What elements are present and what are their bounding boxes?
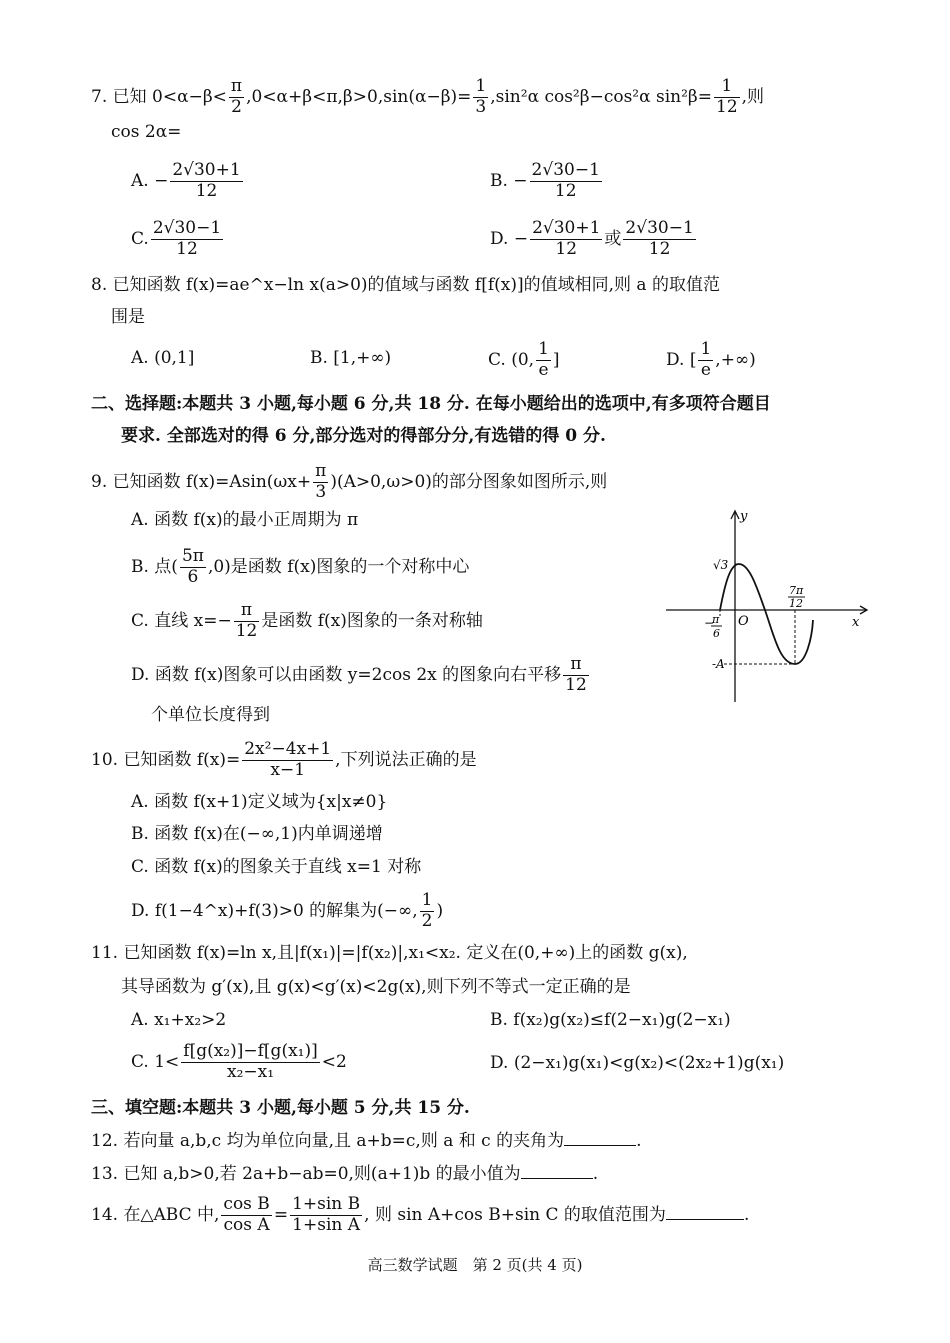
- sine-curve: [720, 564, 813, 664]
- option-label: A. −: [131, 170, 169, 191]
- frac-num: 2√30−1: [152, 218, 222, 238]
- section2-heading-line2: 要求. 全部选对的得 6 分,部分选对的得部分分,有选错的得 0 分.: [121, 426, 606, 446]
- q7-line2: cos 2α=: [111, 122, 182, 142]
- frac-den: 12: [176, 238, 198, 259]
- option-label: C.: [131, 228, 149, 249]
- frac-num: 1: [538, 339, 549, 359]
- q8-line1: 8. 已知函数 f(x)=ae^x−ln x(a>0)的值域与函数 f[f(x)]的值域相同,则 a 的取值范: [91, 275, 720, 295]
- page-footer: 高三数学试题 第 2 页(共 4 页): [367, 1256, 583, 1274]
- q13-end: .: [592, 1164, 599, 1184]
- q11-line1: 11. 已知函数 f(x)=ln x,且|f(x₁)|=|f(x₂)|,x₁<x₂. 定义在(0,+∞)上的函数 g(x),: [91, 943, 688, 963]
- frac-num: 2√30−1: [625, 218, 694, 238]
- frac-num: 2x²−4x+1: [244, 739, 332, 759]
- q8-option-c[interactable]: [488, 341, 560, 380]
- frac-den: 12: [554, 180, 577, 201]
- frac-den: 6: [187, 566, 199, 587]
- option-frac: [181, 1043, 319, 1082]
- frac-num: 2√30+1: [172, 160, 241, 180]
- section2-heading-line1: 二、选择题:本题共 3 小题,每小题 6 分,共 18 分. 在每小题给出的选项中,有多项符合题目: [91, 394, 771, 414]
- xtick-left-num: π: [712, 613, 720, 626]
- frac-den: 3: [315, 481, 327, 502]
- q7-line1: [91, 78, 764, 117]
- q14-frac-2: [290, 1196, 362, 1235]
- option-pre: D. [: [666, 349, 697, 370]
- q11-option-b[interactable]: B. f(x₂)g(x₂)≤f(2−x₁)g(2−x₁): [490, 1010, 731, 1030]
- frac-num: cos B: [223, 1194, 270, 1214]
- option-frac: [170, 162, 242, 201]
- frac-num: 1: [475, 76, 487, 96]
- q10-option-b[interactable]: B. 函数 f(x)在(−∞,1)内单调递增: [131, 824, 383, 844]
- frac-num: π: [563, 656, 589, 676]
- q7-text-a: 已知 0<α−β<: [112, 86, 227, 107]
- q13-answer-blank[interactable]: [521, 1164, 593, 1179]
- q9-option-c[interactable]: [131, 602, 483, 641]
- option-post: <2: [321, 1051, 347, 1072]
- q7-frac-pi-2: [229, 78, 244, 117]
- q12-answer-blank[interactable]: [564, 1131, 636, 1146]
- q10-option-a[interactable]: A. 函数 f(x+1)定义域为{x|x≠0}: [131, 792, 388, 812]
- q12-text: 12. 若向量 a,b,c 均为单位向量,且 a+b=c,则 a 和 c 的夹角为: [91, 1131, 565, 1151]
- option-pre: C. 1<: [131, 1051, 180, 1072]
- option-pre: D. f(1−4^x)+f(3)>0 的解集为(−∞,: [131, 900, 418, 921]
- option-post: 是函数 f(x)图象的一条对称轴: [261, 610, 483, 631]
- frac-num: 5π: [181, 546, 204, 566]
- section3-heading: 三、填空题:本题共 3 小题,每小题 5 分,共 15 分.: [91, 1098, 470, 1118]
- x-axis-label: x: [852, 615, 860, 630]
- q13: [91, 1164, 598, 1183]
- option-or: 或: [604, 228, 622, 249]
- option-post: ,+∞): [715, 349, 756, 370]
- frac-num: 1: [714, 78, 740, 98]
- xtick-right-num: 7π: [789, 584, 804, 597]
- frac-den: 2: [421, 910, 433, 931]
- frac-den: cos A: [223, 1214, 270, 1235]
- frac-den: 12: [195, 180, 218, 201]
- q10-text-a: 10. 已知函数 f(x)=: [91, 749, 241, 770]
- frac-num: 1: [700, 339, 712, 359]
- frac-den: 2: [231, 96, 242, 117]
- q7-option-c[interactable]: [131, 220, 225, 259]
- option-frac: [536, 341, 551, 380]
- option-pre: B. 点(: [131, 556, 178, 577]
- q14-answer-blank[interactable]: [666, 1205, 744, 1220]
- frac-den: 3: [475, 96, 487, 117]
- q14-equals: =: [273, 1204, 289, 1225]
- frac-num: π: [234, 602, 260, 622]
- frac-den: 12: [716, 96, 738, 117]
- xtick-right-den: 12: [789, 597, 803, 610]
- frac-den: e: [700, 359, 711, 380]
- frac-den: x₂−x₁: [226, 1061, 275, 1082]
- q9-option-d[interactable]: [131, 656, 591, 695]
- q11-option-c[interactable]: [131, 1043, 347, 1082]
- q7-text-d: ,则: [741, 86, 765, 107]
- frac-num: 2√30−1: [531, 160, 600, 180]
- option-frac: [151, 220, 223, 259]
- q7-option-a[interactable]: [131, 162, 245, 201]
- q9-frac-pi-3: [313, 463, 328, 502]
- q12-end: .: [636, 1131, 642, 1151]
- option-frac: [530, 162, 602, 201]
- frac-den: 12: [235, 620, 258, 641]
- frac-den: e: [538, 359, 549, 380]
- q7-frac-1-3: [473, 78, 488, 117]
- option-post: ): [436, 900, 444, 921]
- frac-num: 2√30+1: [532, 218, 601, 238]
- q8-option-b[interactable]: B. [1,+∞): [310, 348, 392, 368]
- frac-num: 1+sin B: [292, 1194, 361, 1214]
- xtick-left-den: 6: [713, 627, 720, 640]
- q14-text-b: , 则 sin A+cos B+sin C 的取值范围为: [364, 1204, 666, 1225]
- xtick-left-sign: −: [704, 616, 715, 630]
- frac-den: 12: [565, 674, 587, 695]
- q7-option-b[interactable]: [490, 162, 604, 201]
- option-pre: C. (0,: [488, 349, 535, 370]
- q14-frac-1: [221, 1196, 271, 1235]
- option-pre: C. 直线 x=−: [131, 610, 232, 631]
- q7-option-d[interactable]: [490, 220, 698, 259]
- q9-option-d-line2: 个单位长度得到: [151, 705, 270, 725]
- origin-label: O: [738, 614, 749, 629]
- q10-text-b: ,下列说法正确的是: [335, 749, 477, 770]
- frac-den: 12: [648, 238, 671, 259]
- q9-option-b[interactable]: [131, 548, 469, 587]
- option-frac-2: [623, 220, 695, 259]
- frac-den: x−1: [270, 759, 306, 780]
- option-frac: [420, 892, 435, 931]
- q10-frac: [242, 741, 333, 780]
- q14: [91, 1196, 749, 1235]
- q14-text-a: 14. 在△ABC 中,: [91, 1204, 220, 1225]
- q8-line2: 围是: [111, 307, 145, 327]
- q9-stem: [91, 463, 607, 502]
- option-pre: D. 函数 f(x)图象可以由函数 y=2cos 2x 的图象向右平移: [131, 664, 562, 685]
- frac-num: 1: [421, 890, 433, 910]
- option-frac: [698, 341, 713, 380]
- q9-option-a[interactable]: A. 函数 f(x)的最小正周期为 π: [131, 510, 359, 530]
- frac-den: 12: [555, 238, 578, 259]
- q10-option-d[interactable]: [131, 892, 443, 931]
- ytick-neg-a: -A: [712, 657, 725, 671]
- q8-option-d[interactable]: [666, 341, 756, 380]
- option-post: ]: [552, 349, 560, 370]
- q8-option-a[interactable]: A. (0,1]: [131, 348, 195, 368]
- option-post: ,0)是函数 f(x)图象的一个对称中心: [207, 556, 470, 577]
- option-label: D. −: [490, 228, 529, 249]
- ytick-sqrt3: √3: [713, 558, 729, 572]
- q7-text-b: ,0<α+β<π,β>0,sin(α−β)=: [246, 86, 472, 107]
- frac-num: π: [230, 76, 243, 96]
- frac-num: f[g(x₂)]−f[g(x₁)]: [183, 1041, 318, 1061]
- q11-line2: 其导函数为 g′(x),且 g(x)<g′(x)<2g(x),则下列不等式一定正确的是: [121, 977, 631, 997]
- q14-end: .: [743, 1204, 750, 1225]
- y-axis-label: y: [740, 509, 748, 524]
- q7-frac-1-12: [714, 78, 740, 117]
- q9-text-a: 9. 已知函数 f(x)=Asin(ωx+: [91, 471, 312, 492]
- q9-text-b: )(A>0,ω>0)的部分图象如图所示,则: [330, 471, 608, 492]
- option-frac-1: [530, 220, 602, 259]
- option-label: B. −: [490, 170, 528, 191]
- q12: [91, 1131, 642, 1150]
- q13-text: 13. 已知 a,b>0,若 2a+b−ab=0,则(a+1)b 的最小值为: [91, 1164, 521, 1184]
- q10-option-c[interactable]: C. 函数 f(x)的图象关于直线 x=1 对称: [131, 857, 422, 877]
- q7-text-c: ,sin²α cos²β−cos²α sin²β=: [490, 86, 712, 107]
- option-frac: [234, 602, 260, 641]
- q7-number: 7.: [91, 86, 108, 107]
- frac-den: 1+sin A: [292, 1214, 361, 1235]
- q11-option-d[interactable]: D. (2−x₁)g(x₁)<g(x₂)<(2x₂+1)g(x₁): [490, 1053, 785, 1073]
- q11-option-a[interactable]: A. x₁+x₂>2: [131, 1010, 227, 1030]
- q9-graph-figure: [662, 506, 872, 706]
- frac-num: π: [315, 461, 327, 481]
- option-frac: [180, 548, 206, 587]
- option-frac: [563, 656, 589, 695]
- q10-stem: [91, 741, 477, 780]
